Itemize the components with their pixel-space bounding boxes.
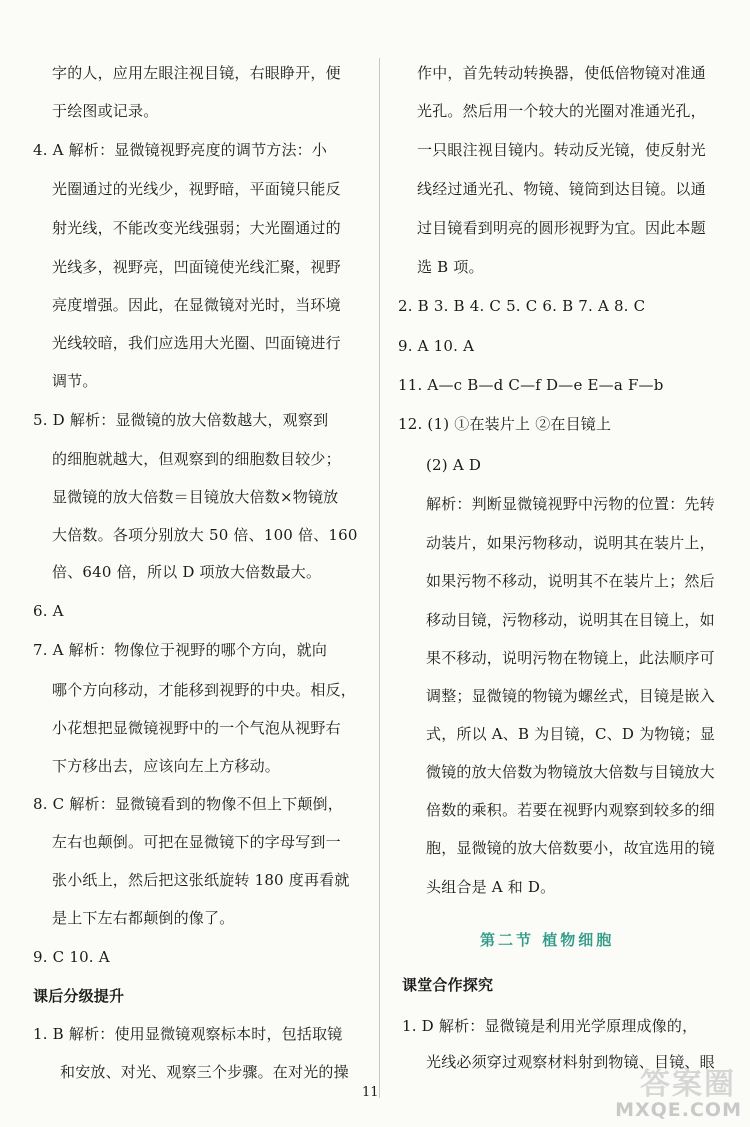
text-line: 选 B 项。 — [417, 258, 484, 276]
text-line: 调节。 — [52, 372, 98, 390]
text-line: 下方移出去，应该向左上方移动。 — [52, 757, 281, 775]
text-line: 光线多，视野亮，凹面镜使光线汇聚，视野 — [52, 258, 341, 276]
text-line: 显微镜的放大倍数＝目镜放大倍数×物镜放 — [52, 488, 339, 506]
answer-item-12: 12. (1) ①在装片上 ②在目镜上 — [398, 415, 612, 433]
answer-item-4: 4. A 解析：显微镜视野亮度的调节方法：小 — [33, 141, 328, 159]
text-line: 光线较暗，我们应选用大光圈、凹面镜进行 — [52, 334, 341, 352]
text-line: 过目镜看到明亮的圆形视野为宜。因此本题 — [417, 219, 706, 237]
answer-item-1: 1. B 解析：使用显微镜观察标本时，包括取镜 — [33, 1025, 343, 1043]
watermark-text: 答案圈 — [640, 1067, 736, 1102]
text-line: 如果污物不移动，说明其不在装片上；然后 — [426, 572, 715, 590]
answer-item-9-10: 9. C 10. A — [33, 948, 110, 966]
text-line: 倍、640 倍，所以 D 项放大倍数最大。 — [52, 563, 322, 581]
subsection-heading: 课堂合作探究 — [402, 976, 494, 994]
text-line: 倍数的乘积。若要在视野内观察到较多的细 — [426, 801, 715, 819]
text-line: 射光线，不能改变光线强弱；大光圈通过的 — [52, 219, 341, 237]
answer-item-12-2: (2) A D — [426, 456, 482, 474]
text-line: 式，所以 A、B 为目镜，C、D 为物镜；显 — [426, 725, 716, 743]
text-line: 胞，显微镜的放大倍数要小，故宜选用的镜 — [426, 839, 715, 857]
watermark-logo — [614, 1059, 742, 1121]
answer-list: 9. A 10. A — [398, 337, 475, 355]
text-line: 光圈通过的光线少，视野暗，平面镜只能反 — [52, 180, 341, 198]
answer-item-1: 1. D 解析：显微镜是利用光学原理成像的， — [402, 1017, 698, 1035]
answer-item-5: 5. D 解析：显微镜的放大倍数越大，观察到 — [33, 411, 329, 429]
page-number: 11 — [362, 1085, 379, 1100]
text-line: 小花想把显微镜视野中的一个气泡从视野右 — [52, 719, 341, 737]
text-line: 头组合是 A 和 D。 — [426, 878, 556, 896]
subsection-heading: 课后分级提升 — [33, 987, 125, 1005]
text-line: 果不移动，说明污物在物镜上，此法顺序可 — [426, 649, 715, 667]
text-line: 线经过通光孔、物镜、镜筒到达目镜。以通 — [417, 180, 706, 198]
text-line: 大倍数。各项分别放大 50 倍、100 倍、160 — [52, 526, 358, 544]
text-line: 光线必须穿过观察材料射到物镜、目镜、眼 — [426, 1053, 715, 1071]
text-line: 和安放、对光、观察三个步骤。在对光的操 — [60, 1063, 349, 1081]
text-line: 左右也颠倒。可把在显微镜下的字母写到一 — [52, 833, 341, 851]
text-line: 解析：判断显微镜视野中污物的位置：先转 — [426, 495, 715, 513]
text-line: 哪个方向移动，才能移到视野的中央。相反， — [52, 681, 357, 699]
answer-item-8: 8. C 解析：显微镜看到的物像不但上下颠倒， — [33, 795, 343, 813]
column-divider — [379, 58, 380, 1098]
text-line: 调整；显微镜的物镜为螺丝式，目镜是嵌入 — [426, 687, 715, 705]
section-title: 第二节 植物细胞 — [480, 931, 615, 949]
text-line: 移动目镜，污物移动，说明其在目镜上，如 — [426, 611, 715, 629]
text-line: 作中，首先转动转换器，使低倍物镜对准通 — [417, 64, 706, 82]
answer-item-6: 6. A — [33, 602, 64, 620]
text-line: 动装片，如果污物移动，说明其在装片上， — [426, 534, 715, 552]
text-line: 微镜的放大倍数为物镜放大倍数与目镜放大 — [426, 763, 715, 781]
text-line: 一只眼注视目镜内。转动反光镜，使反射光 — [417, 141, 706, 159]
answer-list: 2. B 3. B 4. C 5. C 6. B 7. A 8. C — [398, 297, 646, 315]
text-line: 张小纸上，然后把这张纸旋转 180 度再看就 — [52, 871, 350, 889]
text-line: 是上下左右都颠倒的像了。 — [52, 909, 235, 927]
text-line: 于绘图或记录。 — [52, 102, 159, 120]
matching-answer: 11. A—c B—d C—f D—e E—a F—b — [398, 376, 664, 394]
text-line: 光孔。然后用一个较大的光圈对准通光孔， — [417, 102, 706, 120]
text-line: 的细胞就越大，但观察到的细胞数目较少； — [52, 450, 341, 468]
watermark-url: MXQE.COM — [615, 1099, 742, 1121]
answer-item-7: 7. A 解析：物像位于视野的哪个方向，就向 — [33, 641, 328, 659]
text-line: 亮度增强。因此，在显微镜对光时，当环境 — [52, 296, 341, 314]
text-line: 字的人，应用左眼注视目镜，右眼睁开，便 — [52, 64, 341, 82]
